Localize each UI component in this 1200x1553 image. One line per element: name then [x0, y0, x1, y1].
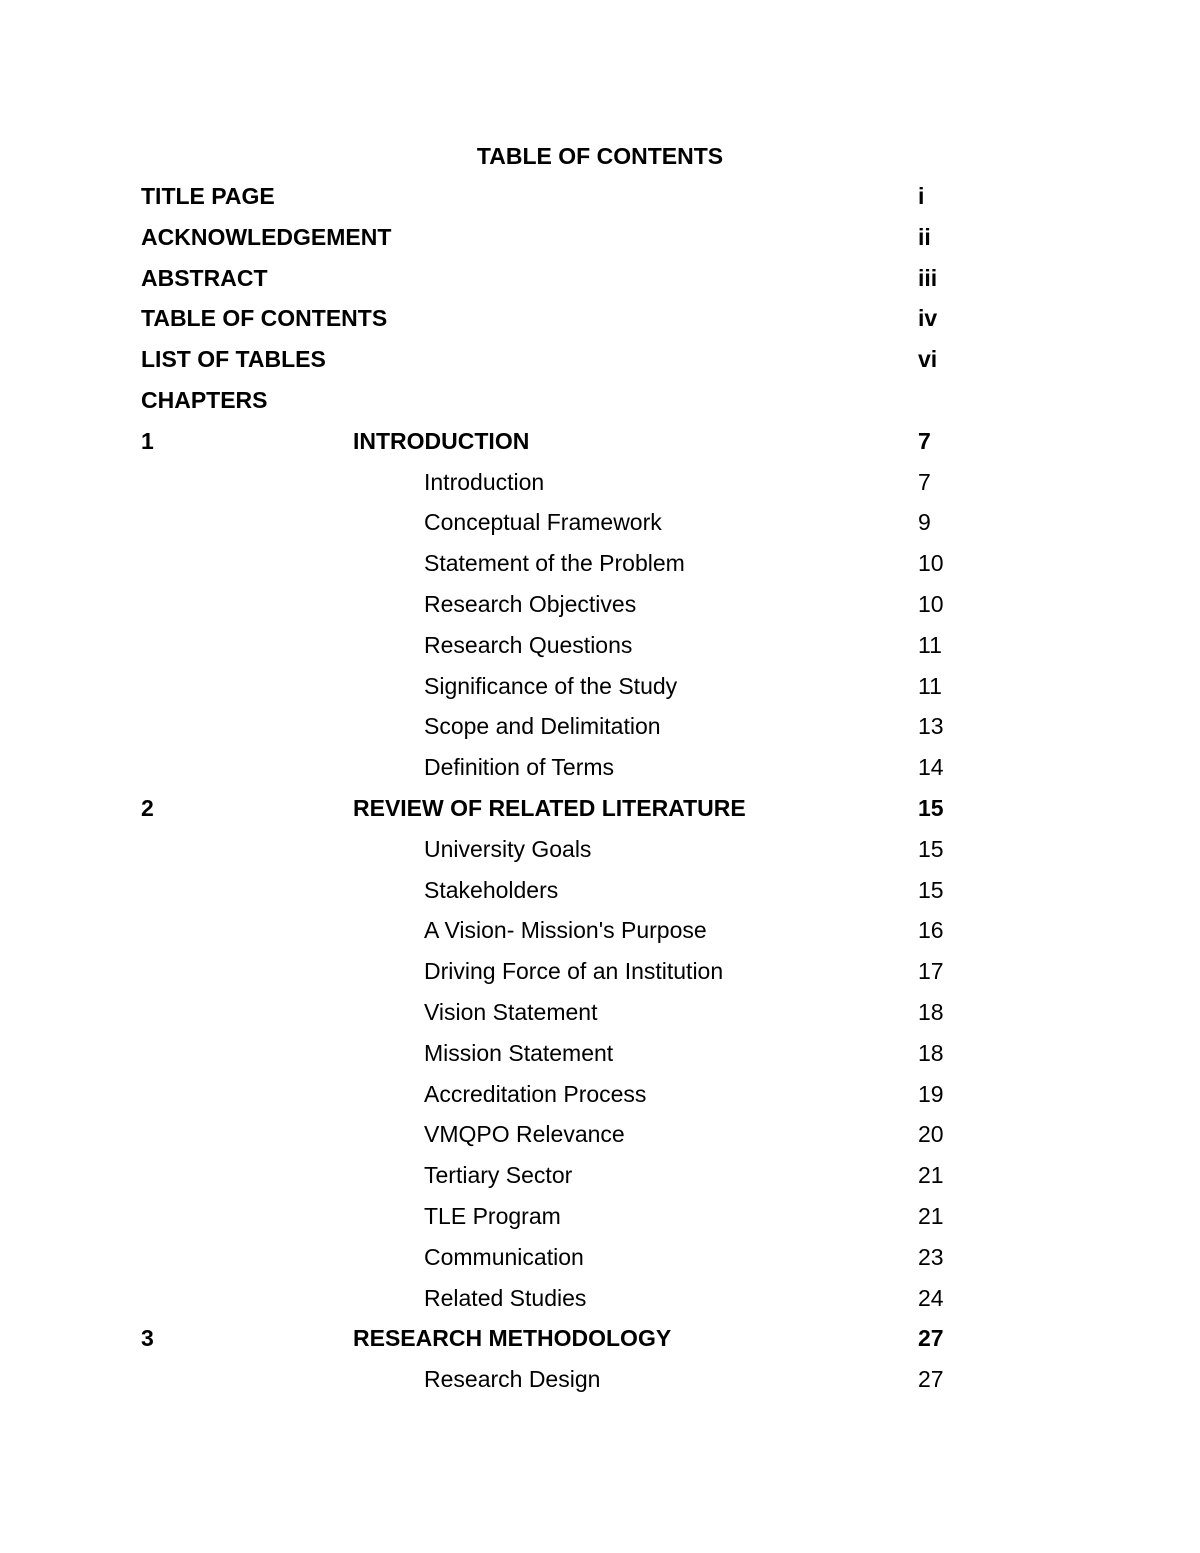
toc-entry-title-page [0, 180, 1200, 221]
section-label: Significance of the Study [424, 672, 678, 699]
toc-entry-table-of-contents [0, 302, 1200, 343]
section-label: TLE Program [424, 1202, 561, 1229]
section-row [0, 1241, 1200, 1282]
chapter-number: 3 [141, 1325, 154, 1352]
section-page: 7 [918, 468, 931, 495]
toc-entry-label: TITLE PAGE [141, 183, 275, 209]
section-row [0, 588, 1200, 629]
section-page: 27 [918, 1366, 944, 1393]
section-page: 18 [918, 998, 944, 1025]
section-row [0, 710, 1200, 751]
chapter-page: 15 [918, 794, 944, 821]
section-page: 11 [918, 631, 942, 658]
section-label: Statement of the Problem [424, 550, 685, 577]
section-page: 13 [918, 713, 944, 740]
section-label: Accreditation Process [424, 1080, 647, 1107]
section-row [0, 833, 1200, 874]
section-page: 11 [918, 672, 942, 699]
section-row [0, 547, 1200, 588]
section-page: 24 [918, 1284, 944, 1311]
chapter-title: RESEARCH METHODOLOGY [353, 1325, 672, 1352]
section-label: Conceptual Framework [424, 509, 662, 536]
section-page: 18 [918, 1039, 944, 1066]
section-page: 15 [918, 876, 944, 903]
toc-entry-list-of-tables [0, 343, 1200, 384]
toc-entry-page: vi [918, 346, 938, 373]
section-page: 21 [918, 1202, 944, 1229]
chapter-row-2 [0, 792, 1200, 833]
toc-entry-page: iv [918, 305, 938, 332]
toc-entry-page: ii [918, 223, 931, 250]
section-label: A Vision- Mission's Purpose [424, 917, 707, 944]
section-label: Related Studies [424, 1284, 587, 1311]
section-row [0, 1037, 1200, 1078]
section-row [0, 1118, 1200, 1159]
toc-entry-page: i [918, 183, 925, 209]
section-row [0, 629, 1200, 670]
section-row [0, 955, 1200, 996]
section-label: Scope and Delimitation [424, 713, 661, 740]
chapters-label: CHAPTERS [141, 386, 268, 413]
section-label: Research Questions [424, 631, 633, 658]
section-page: 10 [918, 590, 944, 617]
section-page: 16 [918, 917, 944, 944]
section-row [0, 1363, 1200, 1404]
chapter-title: REVIEW OF RELATED LITERATURE [353, 794, 746, 821]
section-label: Vision Statement [424, 998, 598, 1025]
section-page: 15 [918, 835, 944, 862]
section-label: Mission Statement [424, 1039, 614, 1066]
section-row [0, 874, 1200, 915]
section-row [0, 751, 1200, 792]
section-label: VMQPO Relevance [424, 1121, 625, 1148]
section-row [0, 1078, 1200, 1119]
chapter-page: 7 [918, 427, 931, 454]
toc-entry-label: ACKNOWLEDGEMENT [141, 223, 392, 250]
section-page: 17 [918, 958, 944, 985]
section-page: 21 [918, 1162, 944, 1189]
chapter-row-3 [0, 1322, 1200, 1363]
toc-entry-abstract [0, 262, 1200, 303]
toc-list [0, 180, 1200, 1404]
section-row [0, 506, 1200, 547]
section-label: Definition of Terms [424, 754, 615, 781]
section-row [0, 996, 1200, 1037]
section-label: Research Objectives [424, 590, 637, 617]
section-page: 19 [918, 1080, 944, 1107]
page-title: TABLE OF CONTENTS [476, 143, 724, 169]
toc-entry-label: ABSTRACT [141, 264, 268, 291]
section-row [0, 1200, 1200, 1241]
section-page: 14 [918, 754, 944, 781]
chapter-number: 1 [141, 427, 154, 454]
section-page: 10 [918, 550, 944, 577]
section-label: University Goals [424, 835, 592, 862]
section-row [0, 914, 1200, 955]
chapter-page: 27 [918, 1325, 944, 1352]
section-row [0, 1159, 1200, 1200]
section-row [0, 670, 1200, 711]
section-row [0, 466, 1200, 507]
section-page: 9 [918, 509, 931, 536]
toc-entry-page: iii [918, 264, 938, 291]
chapter-title: INTRODUCTION [353, 427, 530, 454]
section-label: Research Design [424, 1366, 601, 1393]
section-label: Tertiary Sector [424, 1162, 573, 1189]
chapters-heading [0, 384, 1200, 425]
toc-entry-label: LIST OF TABLES [141, 346, 326, 373]
toc-entry-label: TABLE OF CONTENTS [141, 305, 388, 332]
toc-entry-acknowledgement [0, 221, 1200, 262]
section-page: 23 [918, 1243, 944, 1270]
chapter-row-1 [0, 425, 1200, 466]
section-page: 20 [918, 1121, 944, 1148]
section-row [0, 1282, 1200, 1323]
section-label: Communication [424, 1243, 584, 1270]
section-label: Stakeholders [424, 876, 559, 903]
chapter-number: 2 [141, 794, 154, 821]
section-label: Introduction [424, 468, 545, 495]
section-label: Driving Force of an Institution [424, 958, 724, 985]
